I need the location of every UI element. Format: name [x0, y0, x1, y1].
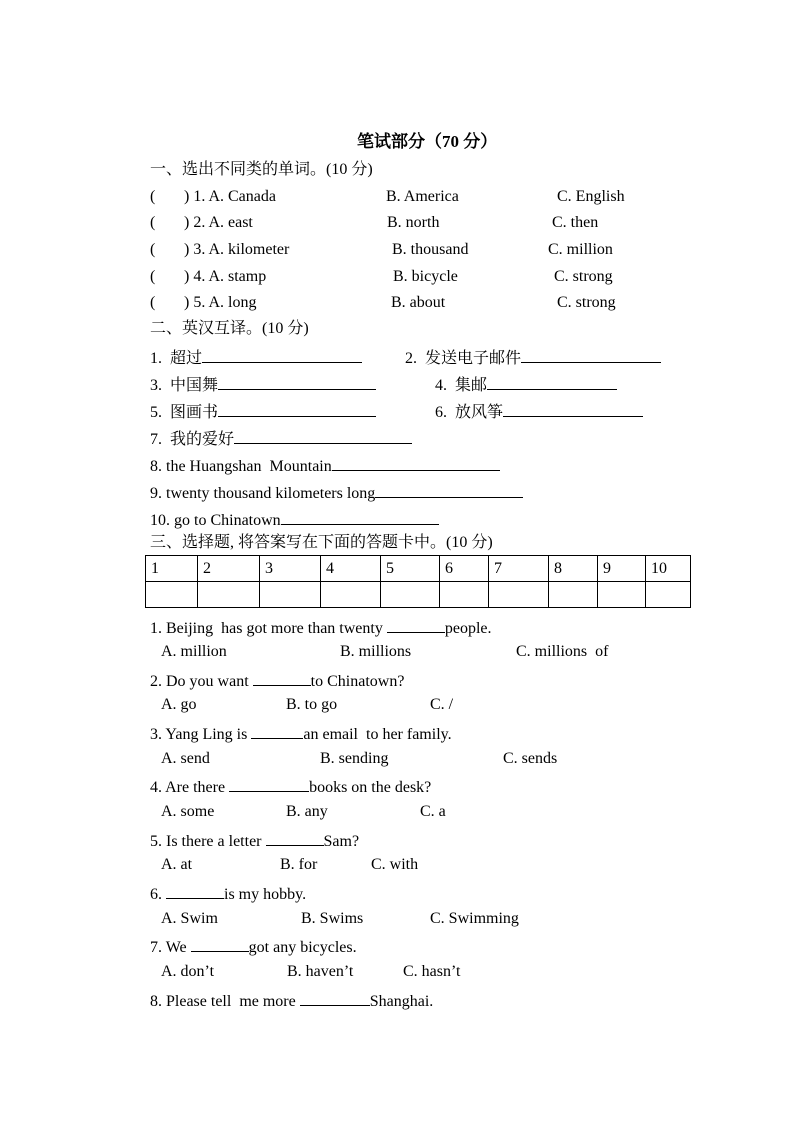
question-stem: 2. Do you want to Chinatown? — [150, 669, 404, 692]
translation-item: 9. twenty thousand kilometers long — [150, 481, 523, 504]
answer-cell[interactable] — [489, 582, 549, 608]
option-b: B. for — [280, 856, 318, 873]
answer-blank[interactable] — [202, 346, 362, 363]
translation-item: 2. 发送电子邮件 — [405, 346, 661, 369]
answer-paren: ( — [150, 188, 156, 205]
answer-card-number: 2 — [198, 556, 260, 582]
answer-blank[interactable] — [234, 427, 412, 444]
answer-card-number: 3 — [260, 556, 321, 582]
question-stem: 7. We got any bicycles. — [150, 935, 357, 958]
answer-cell[interactable] — [598, 582, 646, 608]
option-b: B. to go — [286, 696, 338, 713]
answer-card — [145, 555, 691, 608]
answer-paren: ( — [150, 268, 156, 285]
answer-paren: ( — [150, 241, 156, 258]
answer-paren: ( — [150, 214, 156, 231]
option-c: C. strong — [554, 268, 613, 285]
answer-paren: ( — [150, 294, 156, 311]
option-a: ) 1. A. Canada — [184, 188, 276, 205]
option-c: C. millions of — [516, 643, 609, 660]
section2-heading: 二、英汉互译。(10 分) — [150, 320, 309, 337]
answer-blank[interactable] — [266, 829, 324, 846]
section1-heading: 一、选出不同类的单词。(10 分) — [150, 161, 373, 178]
answer-cell[interactable] — [260, 582, 321, 608]
option-a: ) 3. A. kilometer — [184, 241, 290, 258]
answer-cell[interactable] — [549, 582, 598, 608]
option-c: C. sends — [503, 750, 558, 767]
answer-blank[interactable] — [332, 454, 500, 471]
question-stem: 4. Are there books on the desk? — [150, 775, 431, 798]
option-c: C. strong — [557, 294, 616, 311]
answer-blank[interactable] — [218, 373, 376, 390]
answer-card-header-row — [146, 556, 691, 582]
option-b: B. millions — [340, 643, 412, 660]
option-c: C. English — [557, 188, 625, 205]
option-b: B. thousand — [392, 241, 469, 258]
option-c: C. million — [548, 241, 613, 258]
answer-card-number: 10 — [646, 556, 691, 582]
answer-blank[interactable] — [375, 481, 523, 498]
option-a: ) 4. A. stamp — [184, 268, 267, 285]
answer-cell[interactable] — [321, 582, 381, 608]
option-a: ) 2. A. east — [184, 214, 253, 231]
option-b: B. sending — [320, 750, 389, 767]
option-c: C. a — [420, 803, 446, 820]
translation-item: 5. 图画书 — [150, 400, 376, 423]
option-a: A. million — [161, 643, 227, 660]
page-title: 笔试部分（70 分） — [357, 132, 498, 151]
answer-cell[interactable] — [440, 582, 489, 608]
option-a: A. send — [161, 750, 210, 767]
option-c: C. then — [552, 214, 599, 231]
answer-cell[interactable] — [646, 582, 691, 608]
answer-blank[interactable] — [166, 882, 224, 899]
answer-blank[interactable] — [281, 508, 439, 525]
answer-blank[interactable] — [521, 346, 661, 363]
option-c: C. with — [371, 856, 419, 873]
option-b: B. America — [386, 188, 459, 205]
option-a: A. at — [161, 856, 193, 873]
option-b: B. bicycle — [393, 268, 458, 285]
translation-item: 10. go to Chinatown — [150, 508, 439, 531]
answer-blank[interactable] — [253, 669, 311, 686]
option-b: B. Swims — [301, 910, 364, 927]
answer-card-number: 8 — [549, 556, 598, 582]
translation-item: 7. 我的爱好 — [150, 427, 412, 450]
answer-card-number: 5 — [381, 556, 440, 582]
question-stem: 3. Yang Ling is an email to her family. — [150, 722, 452, 745]
option-a: A. don’t — [161, 963, 215, 980]
answer-card-number: 9 — [598, 556, 646, 582]
answer-card-number: 6 — [440, 556, 489, 582]
answer-cell[interactable] — [198, 582, 260, 608]
answer-card-number: 7 — [489, 556, 549, 582]
answer-blank[interactable] — [387, 616, 445, 633]
option-b: B. about — [391, 294, 446, 311]
answer-cell[interactable] — [381, 582, 440, 608]
question-stem: 1. Beijing has got more than twenty people. — [150, 616, 492, 639]
option-c: C. Swimming — [430, 910, 519, 927]
option-a: ) 5. A. long — [184, 294, 257, 311]
translation-item: 3. 中国舞 — [150, 373, 376, 396]
answer-blank[interactable] — [487, 373, 617, 390]
answer-cell[interactable] — [146, 582, 198, 608]
option-b: B. north — [387, 214, 440, 231]
question-stem: 8. Please tell me more Shanghai. — [150, 989, 433, 1012]
option-a: A. Swim — [161, 910, 218, 927]
translation-item: 4. 集邮 — [435, 373, 617, 396]
option-a: A. go — [161, 696, 197, 713]
answer-blank[interactable] — [191, 935, 249, 952]
answer-blank[interactable] — [229, 775, 309, 792]
answer-blank[interactable] — [218, 400, 376, 417]
answer-card-number: 4 — [321, 556, 381, 582]
question-stem: 5. Is there a letter Sam? — [150, 829, 359, 852]
option-c: C. / — [430, 696, 454, 713]
answer-blank[interactable] — [300, 989, 370, 1006]
answer-blank[interactable] — [251, 722, 303, 739]
option-b: B. any — [286, 803, 328, 820]
option-b: B. haven’t — [287, 963, 354, 980]
question-stem: 6. is my hobby. — [150, 882, 306, 905]
answer-card-number: 1 — [146, 556, 198, 582]
answer-card-answer-row — [146, 582, 691, 608]
section3-heading: 三、选择题, 将答案写在下面的答题卡中。(10 分) — [150, 534, 493, 551]
answer-blank[interactable] — [503, 400, 643, 417]
option-a: A. some — [161, 803, 215, 820]
translation-item: 8. the Huangshan Mountain — [150, 454, 500, 477]
translation-item: 1. 超过 — [150, 346, 362, 369]
option-c: C. hasn’t — [403, 963, 461, 980]
translation-item: 6. 放风筝 — [435, 400, 643, 423]
